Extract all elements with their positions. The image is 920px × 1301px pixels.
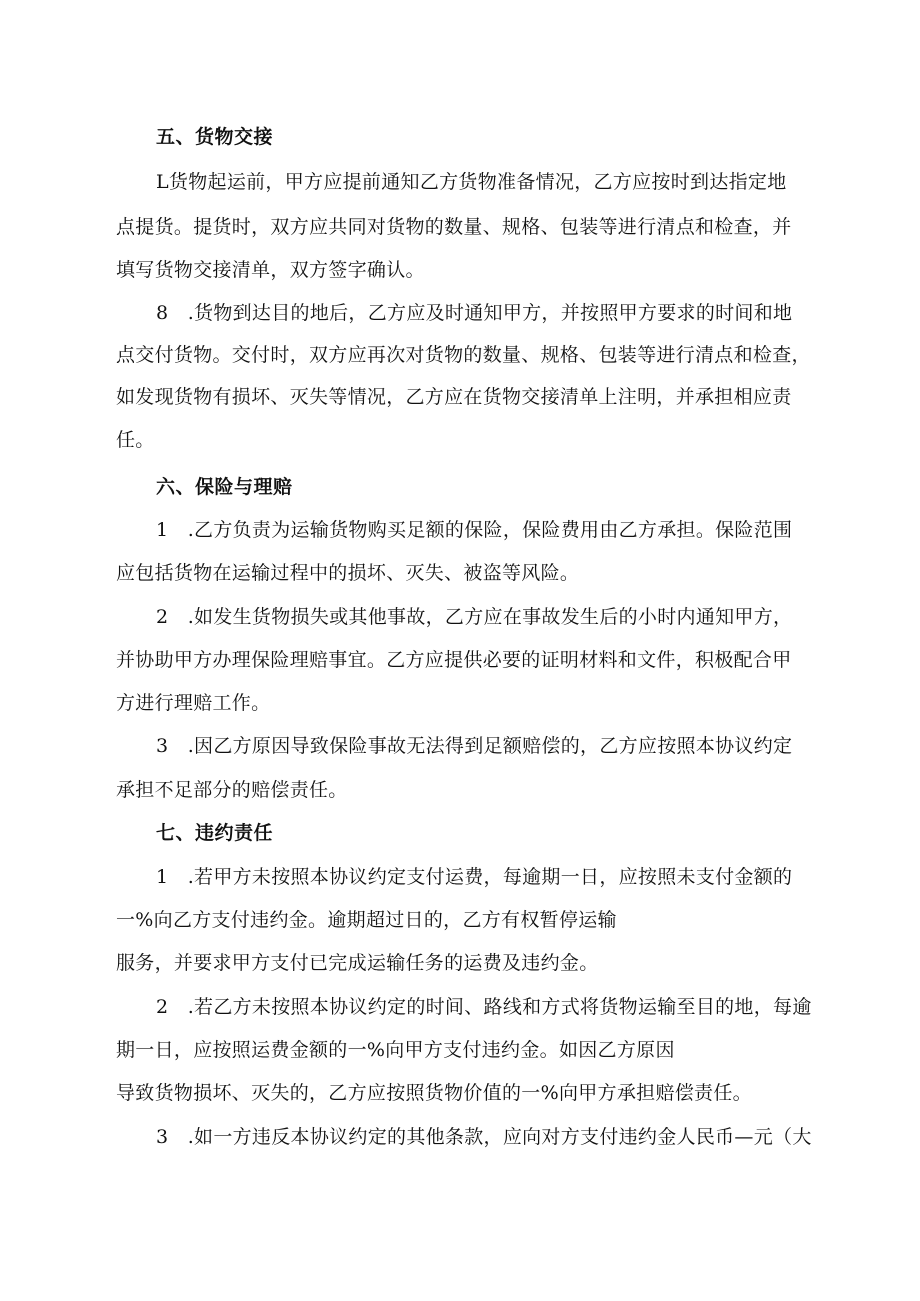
- section-5-p2-line-2: 点交付货物。交付时，双方应再次对货物的数量、规格、包装等进行清点和检查，: [116, 344, 811, 366]
- section-7-heading: 七、违约责任: [156, 822, 274, 844]
- section-6-p3-line-2: 承担不足部分的赔偿责任。: [116, 779, 348, 801]
- section-5-p1-line-1: L货物起运前，甲方应提前通知乙方货物准备情况，乙方应按时到达指定地: [156, 171, 787, 193]
- section-6-p2-line-3: 方进行理赔工作。: [116, 692, 271, 714]
- section-6-p1-line-1: 1 .乙方负责为运输货物购买足额的保险，保险费用由乙方承担。保险范围: [156, 519, 793, 541]
- section-6-p3-line-1: 3 .因乙方原因导致保险事故无法得到足额赔偿的，乙方应按照本协议约定: [156, 735, 793, 757]
- section-7-p3-line-1: 3 .如一方违反本协议约定的其他条款，应向对方支付违约金人民币—元（大: [156, 1126, 812, 1148]
- section-7-p2-line-2: 期一日，应按照运费金额的一%向甲方支付违约金。如因乙方原因: [116, 1039, 675, 1061]
- section-5-p2-line-1: 8 .货物到达目的地后，乙方应及时通知甲方，并按照甲方要求的时间和地: [156, 302, 793, 324]
- section-7-p2-line-3: 导致货物损坏、灭失的，乙方应按照货物价值的一%向甲方承担赔偿责任。: [116, 1082, 752, 1104]
- section-5-heading: 五、货物交接: [156, 126, 274, 148]
- section-5-p1-line-3: 填写货物交接清单，双方签字确认。: [116, 259, 425, 281]
- section-7-p1-line-2: 一%向乙方支付违约金。逾期超过日的，乙方有权暂停运输: [116, 909, 617, 931]
- section-6-p2-line-2: 并协助甲方办理保险理赔事宜。乙方应提供必要的证明材料和文件，积极配合甲: [116, 649, 792, 671]
- section-6-p2-line-1: 2 .如发生货物损失或其他事故，乙方应在事故发生后的小时内通知甲方，: [156, 606, 793, 628]
- section-7-p1-line-3: 服务，并要求甲方支付已完成运输任务的运费及违约金。: [116, 952, 599, 974]
- section-5-p2-line-3: 如发现货物有损坏、灭失等情况，乙方应在货物交接清单上注明，并承担相应责: [116, 386, 792, 408]
- section-7-p1-line-1: 1 .若甲方未按照本协议约定支付运费，每逾期一日，应按照未支付金额的: [156, 866, 793, 888]
- section-5-p1-line-2: 点提货。提货时，双方应共同对货物的数量、规格、包装等进行清点和检查，并: [116, 216, 792, 238]
- section-6-heading: 六、保险与理赔: [156, 476, 293, 498]
- section-6-p1-line-2: 应包括货物在运输过程中的损坏、灭失、被盗等风险。: [116, 562, 580, 584]
- section-7-p2-line-1: 2 .若乙方未按照本协议约定的时间、路线和方式将货物运输至目的地，每逾: [156, 996, 812, 1018]
- section-5-p2-line-4: 任。: [116, 429, 155, 451]
